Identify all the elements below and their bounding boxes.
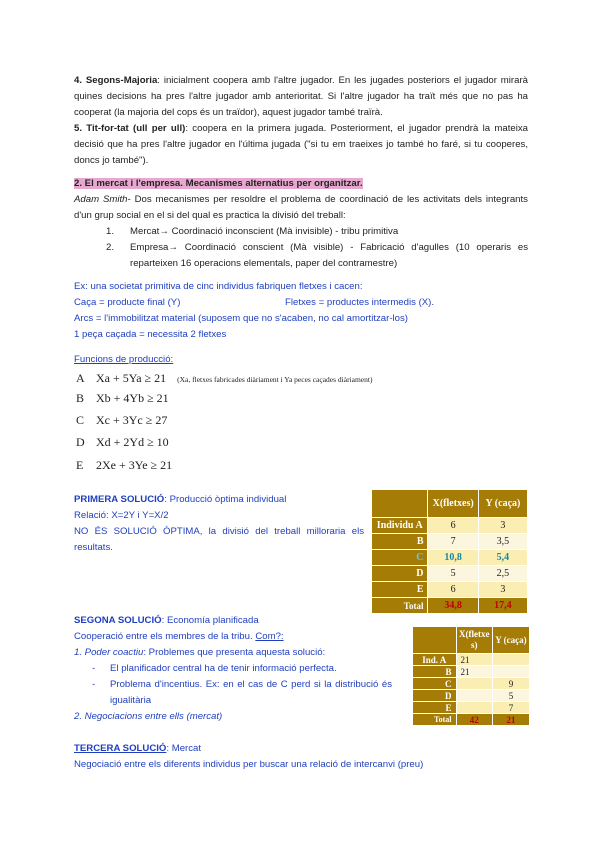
bullet-dash: - [92, 663, 96, 674]
list-text: Mercat→ Coordinació inconscient (Mà invisible) - tribu primitiva [130, 226, 399, 237]
cell-x [456, 702, 492, 714]
table-row [413, 666, 530, 678]
first-solution-relation: Relació: X=2Y i Y=X/2 [74, 510, 169, 521]
second-solution-item-1 [74, 645, 325, 661]
cell-y: 5 [492, 690, 529, 702]
table-row [372, 550, 528, 566]
section-2-list-item-1 [106, 224, 528, 240]
function-expr: 2Xe + 3Ye ≥ 21 [96, 458, 173, 472]
cell-y: 3 [478, 582, 527, 598]
table-header-x: X(fletxes) [428, 490, 478, 518]
row-label: Ind. A [413, 654, 457, 666]
function-expr: Xa + 5Ya ≥ 21 [96, 371, 167, 385]
section-2-heading [74, 176, 363, 192]
table-row [372, 534, 528, 550]
table-row [372, 518, 528, 534]
third-solution-title [74, 741, 201, 757]
row-label: B [413, 666, 457, 678]
table-header-x: X(fletxes) [456, 627, 492, 654]
third-solution-subtitle: : Mercat [166, 743, 202, 754]
cell-y: 5,4 [478, 550, 527, 566]
how-link[interactable]: Com?: [255, 631, 284, 642]
table-row [413, 654, 530, 666]
list-num: 2. [106, 242, 115, 253]
total-label: Total [372, 598, 428, 614]
cell-y: 3,5 [478, 534, 527, 550]
total-x: 34,8 [428, 598, 478, 614]
function-label: D [76, 435, 85, 449]
first-solution-label: PRIMERA SOLUCIÓ [74, 494, 165, 505]
first-solution-note: NO ÉS SOLUCIÓ ÒPTIMA, la divisió del treball milloraria els resultats. [74, 526, 364, 553]
strategy-5-text: : coopera en la primera jugada. Posteriorment, el jugador prendrà la mateixa decisió que ha pres l'altre jugador en l'última jugada ("si tu em traeixes jo també ho faré, si tu cooperes, doncs jo també"). [74, 123, 528, 166]
cell-x: 7 [428, 534, 478, 550]
table-total-row [372, 598, 528, 614]
table-total-row [413, 714, 530, 726]
cell-x: 21 [456, 654, 492, 666]
example-line-2a: Caça = producte final (Y) [74, 297, 181, 308]
example-line-1: Ex: una societat primitiva de cinc individus fabriquen fletxes i cacen: [74, 281, 363, 292]
list-text: Empresa→ Coordinació conscient (Mà visible) - Fabricació d'agulles (10 operaris es reparteixen 16 operacions elementals, paper del contramestre) [130, 242, 528, 269]
first-solution-title [74, 492, 286, 508]
intro-text: - Dos mecanismes per resoldre el problema de coordinació de les activitats dels integrants d'un grup social en el si del qual es practica la divisió del treball: [74, 194, 528, 221]
section-2-intro [74, 192, 528, 224]
total-label: Total [413, 714, 457, 726]
example-line-2b: Fletxes = productes intermedis (X). [285, 297, 435, 308]
second-solution-table [412, 626, 530, 726]
row-label: D [413, 690, 457, 702]
strategy-4-paragraph [74, 73, 528, 121]
function-row-c [76, 413, 167, 428]
section-2-list-item-2 [106, 240, 528, 272]
table-row [413, 702, 530, 714]
bullet-text: Problema d'incentius. Ex: en el cas de C perd si la distribució és igualitària [110, 679, 392, 706]
function-row-a [76, 371, 372, 386]
second-solution-subtitle: : Economía planificada [161, 615, 259, 626]
function-expr: Xb + 4Yb ≥ 21 [96, 391, 169, 405]
cell-y [492, 654, 529, 666]
list-num: 1. [106, 226, 115, 237]
strategy-5-title: 5. Tit-for-tat (ull per ull) [74, 123, 186, 134]
table-header-y: Y (caça) [492, 627, 529, 654]
table-row [372, 566, 528, 582]
cell-x [456, 690, 492, 702]
bullet-2 [92, 677, 392, 709]
function-expr: Xd + 2Yd ≥ 10 [96, 435, 169, 449]
table-header-y: Y (caça) [478, 490, 527, 518]
total-y: 21 [492, 714, 529, 726]
table-row [372, 582, 528, 598]
total-y: 17,4 [478, 598, 527, 614]
example-line-3: Arcs = l'immobilitzat material (suposem que no s'acaben, no cal amortitzar-los) [74, 313, 408, 324]
function-note: (Xa, fletxes fabricades diàriament i Ya peces caçades diàriament) [177, 375, 373, 384]
bullet-text: El planificador central ha de tenir informació perfecta. [110, 663, 337, 674]
intro-author: Adam Smith [74, 194, 128, 205]
first-solution-table [371, 489, 528, 614]
function-label: B [76, 391, 85, 405]
table-header-empty [372, 490, 428, 518]
strategy-5-paragraph [74, 121, 528, 169]
row-label: D [372, 566, 428, 582]
cooperation-text: Cooperació entre els membres de la tribu. [74, 631, 256, 642]
functions-title: Funcions de producció: [74, 354, 174, 365]
strategy-4-text: : inicialment coopera amb l'altre jugador. En les jugades posteriors el jugador mirarà quines decisions ha pres l'altre jugador amb anterioritat. Si l'altre jugador ha traït més que no pas ha cooperat (la majoria del cops és un traïdor), aquest jugador també traïrà. [74, 75, 528, 118]
total-x: 42 [456, 714, 492, 726]
cell-x: 6 [428, 518, 478, 534]
second-solution-title [74, 613, 259, 629]
table-header-empty [413, 627, 457, 654]
example-line-4: 1 peça caçada = necessita 2 fletxes [74, 329, 227, 340]
cell-y [492, 666, 529, 678]
cell-x: 5 [428, 566, 478, 582]
cell-x: 6 [428, 582, 478, 598]
section-2-heading-text: 2. El mercat i l'empresa. Mecanismes alternatius per organitzar. [74, 178, 363, 189]
third-solution-line-1: Negociació entre els diferents individus per buscar una relació de intercanvi (preu) [74, 759, 424, 770]
cell-x: 10,8 [428, 550, 478, 566]
function-row-e [76, 458, 172, 473]
second-solution-label: SEGONA SOLUCIÓ [74, 615, 162, 626]
table-row [413, 678, 530, 690]
second-solution-line-1 [74, 629, 284, 645]
cell-x [456, 678, 492, 690]
cell-y: 9 [492, 678, 529, 690]
row-label: C [413, 678, 457, 690]
function-row-d [76, 435, 169, 450]
first-solution-subtitle: : Producció òptima individual [164, 494, 287, 505]
bullet-1 [92, 661, 392, 677]
function-row-b [76, 391, 169, 406]
cell-y: 7 [492, 702, 529, 714]
cell-y: 2,5 [478, 566, 527, 582]
row-label: E [372, 582, 428, 598]
bullet-dash: - [92, 679, 96, 690]
cell-x: 21 [456, 666, 492, 678]
function-label: C [76, 413, 85, 427]
strategy-4-title: 4. Segons-Majoria [74, 75, 158, 86]
second-solution-item-2: 2. Negociacions entre ells (mercat) [74, 711, 223, 722]
cell-y: 3 [478, 518, 527, 534]
function-expr: Xc + 3Yc ≥ 27 [96, 413, 168, 427]
third-solution-label: TERCERA SOLUCIÓ [74, 743, 167, 754]
coercive-power: 1. Poder coactiu [74, 647, 144, 658]
row-label: E [413, 702, 457, 714]
row-label: B [372, 534, 428, 550]
function-label: E [76, 458, 84, 472]
row-label: C [372, 550, 428, 566]
table-row [413, 690, 530, 702]
row-label: Individu A [372, 518, 428, 534]
function-label: A [76, 371, 85, 385]
coercive-problems: : Problemes que presenta aquesta solució: [143, 647, 326, 658]
